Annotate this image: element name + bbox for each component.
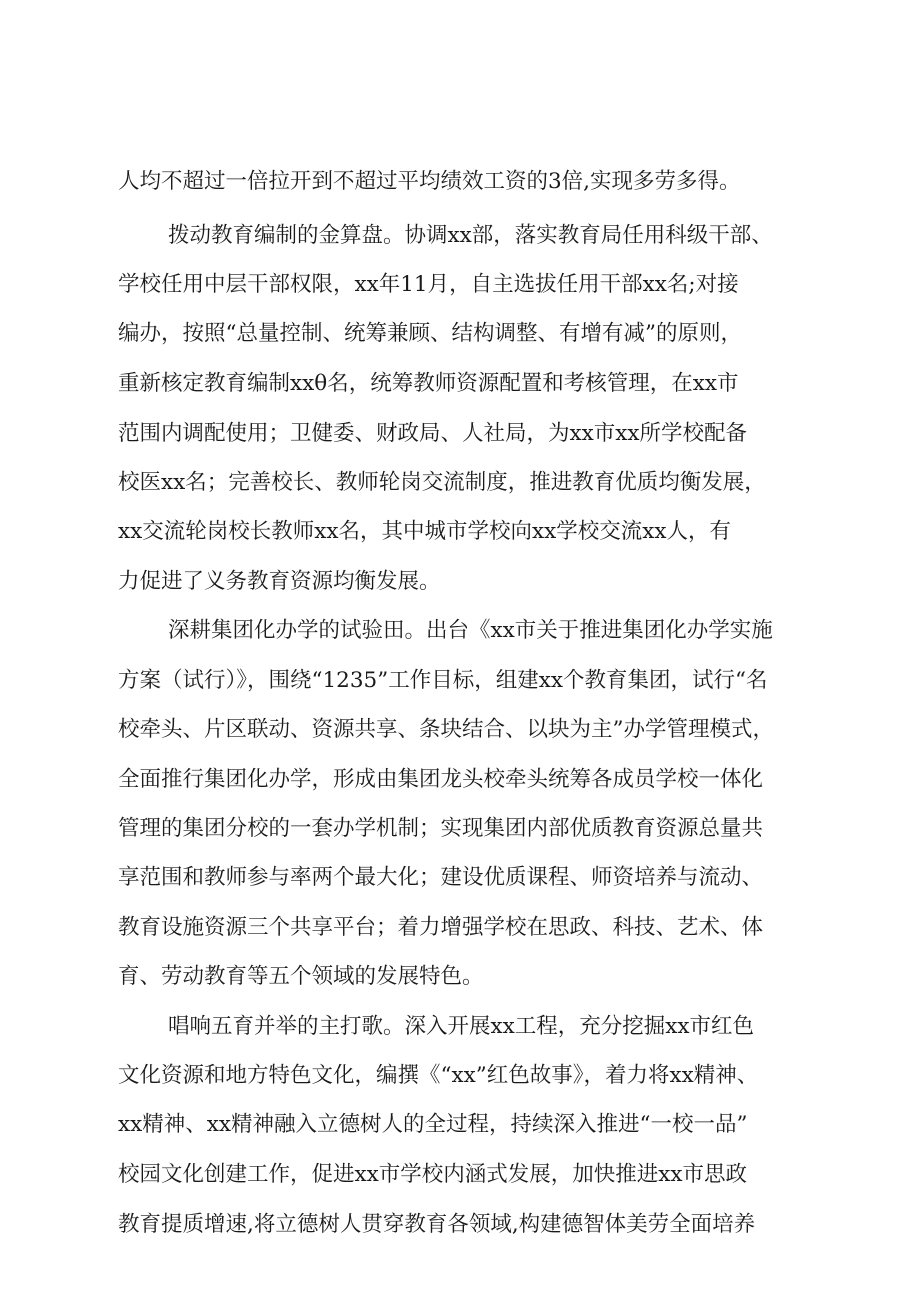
paragraph-start-line: 唱响五育并举的主打歌。深入开展xx工程，充分挖掘xx市红色: [168, 1014, 755, 1039]
text-line: 校牵头、片区联动、资源共享、条块结合、以块为主”办学管理模式，: [118, 717, 774, 742]
text-line: 文化资源和地方特色文化，编撰《“xx”红色故事》，着力将xx精神、: [118, 1063, 759, 1088]
text-line: 教育提质增速,将立德树人贯穿教育各领域,构建德智体美劳全面培养: [118, 1212, 756, 1237]
text-line: 育、劳动教育等五个领域的发展特色。: [118, 964, 484, 989]
text-line: 方案（试行）》，围绕“1235”工作目标，组建xx个教育集团，试行“名: [118, 668, 768, 693]
text-line: xx精神、xx精神融入立德树人的全过程，持续深入推进“一校一品”: [118, 1112, 748, 1137]
text-line: 校园文化创建工作，促进xx市学校内涵式发展，加快推进xx市思政: [118, 1162, 748, 1187]
paragraph-start-line: 深耕集团化办学的试验田。出台《xx市关于推进集团化办学实施: [168, 618, 773, 643]
text-line: 教育设施资源三个共享平台；着力增强学校在思政、科技、艺术、体: [118, 915, 764, 940]
text-line: 管理的集团分校的一套办学机制；实现集团内部优质教育资源总量共: [118, 816, 764, 841]
text-line: 享范围和教师参与率两个最大化；建设优质课程、师资培养与流动、: [118, 865, 764, 890]
paragraph-start-line: 拨动教育编制的金算盘。协调xx部，落实教育局任用科级干部、: [168, 223, 773, 248]
text-line: 编办，按照“总量控制、统筹兼顾、结构调整、有增有减”的原则，: [118, 321, 742, 346]
text-line: 学校任用中层干部权限，xx年11月，自主选拔任用干部xx名;对接: [118, 272, 739, 297]
text-line: 全面推行集团化办学，形成由集团龙头校牵头统筹各成员学校一体化: [118, 767, 764, 792]
text-line: 重新核定教育编制xxθ名，统筹教师资源配置和考核管理，在xx市: [118, 371, 739, 396]
text-line: 力促进了义务教育资源均衡发展。: [118, 569, 441, 594]
text-line: 范围内调配使用；卫健委、财政局、人社局，为xx市xx所学校配备: [118, 421, 748, 446]
text-line: xx交流轮岗校长教师xx名，其中城市学校向xx学校交流xx人，有: [118, 519, 732, 544]
text-line: 校医xx名；完善校长、教师轮岗交流制度，推进教育优质均衡发展，: [118, 470, 766, 495]
text-line: 人均不超过一倍拉开到不超过平均绩效工资的3倍,实现多劳多得。: [118, 169, 741, 194]
